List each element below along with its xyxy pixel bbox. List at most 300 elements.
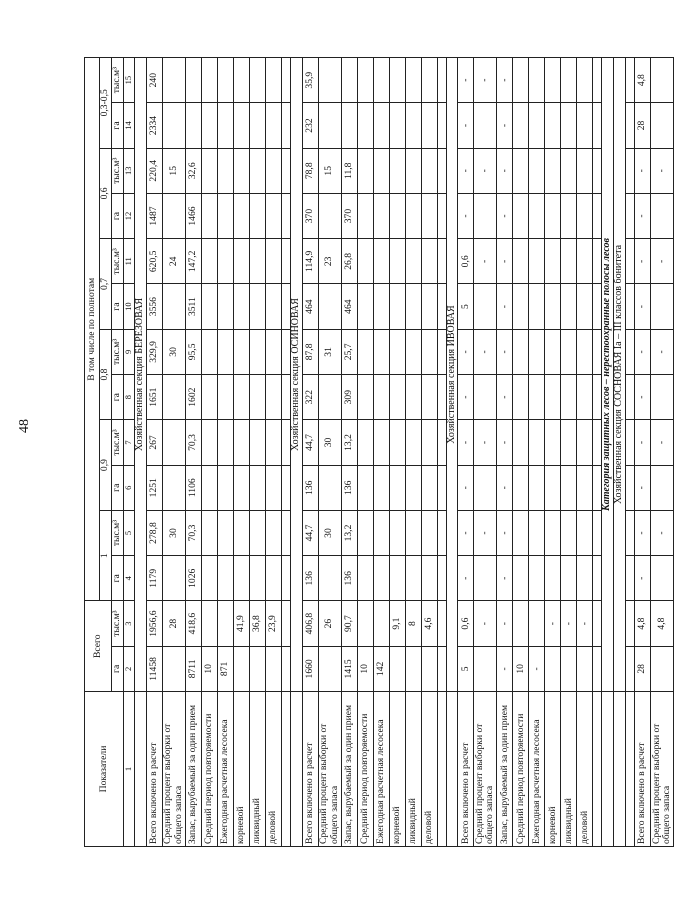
table-cell: [357, 329, 373, 374]
table-cell: [217, 58, 233, 103]
empty-cell: [625, 284, 634, 329]
table-cell: [513, 284, 529, 329]
table-cell: [389, 646, 405, 691]
row-label: Всего включено в расчет: [146, 692, 162, 847]
table-cell: [545, 284, 561, 329]
table-cell: 267: [146, 420, 162, 465]
table-cell: 142: [373, 646, 389, 691]
table-cell: [249, 239, 265, 284]
empty-cell: [281, 420, 290, 465]
empty-cell: [593, 148, 602, 193]
table-cell: [561, 239, 577, 284]
table-cell: [513, 556, 529, 601]
table-cell: [561, 193, 577, 238]
table-cell: [201, 284, 217, 329]
table-cell: -: [458, 58, 474, 103]
table-cell: [561, 148, 577, 193]
table-cell: [233, 420, 249, 465]
document-sheet: [84, 57, 672, 847]
empty-cell: [281, 58, 290, 103]
empty-cell: [593, 58, 602, 103]
table-cell: [217, 465, 233, 510]
table-cell: [265, 58, 281, 103]
empty-cell: [437, 646, 446, 691]
empty-cell: [437, 510, 446, 555]
table-row: [405, 58, 421, 847]
table-cell: [318, 465, 341, 510]
table-cell: 87,8: [302, 329, 318, 374]
table-cell: [389, 420, 405, 465]
table-body: [135, 58, 674, 847]
table-cell: [249, 465, 265, 510]
table-row: [421, 58, 437, 847]
table-cell: 136: [341, 465, 357, 510]
table-cell: -: [634, 193, 650, 238]
table-cell: [577, 556, 593, 601]
table-cell: [265, 239, 281, 284]
table-cell: 26,8: [341, 239, 357, 284]
table-cell: [265, 420, 281, 465]
table-cell: [421, 465, 437, 510]
table-cell: -: [474, 329, 497, 374]
table-cell: 278,8: [146, 510, 162, 555]
table-cell: 406,8: [302, 601, 318, 646]
table-cell: [318, 646, 341, 691]
empty-cell: [593, 692, 602, 847]
table-cell: [421, 420, 437, 465]
table-cell: -: [497, 465, 513, 510]
table-cell: 30: [318, 510, 341, 555]
empty-cell: [281, 239, 290, 284]
empty-cell: [281, 510, 290, 555]
table-cell: [389, 465, 405, 510]
table-cell: -: [497, 329, 513, 374]
row-label: Запас, вырубаемый за один прием: [185, 692, 201, 847]
table-cell: [513, 465, 529, 510]
table-cell: 70,3: [185, 510, 201, 555]
table-cell: [405, 375, 421, 420]
table-cell: [233, 375, 249, 420]
empty-cell: [281, 646, 290, 691]
table-cell: [249, 556, 265, 601]
table-cell: [249, 420, 265, 465]
empty-cell: [437, 239, 446, 284]
table-cell: -: [458, 420, 474, 465]
empty-cell: [446, 692, 458, 847]
table-cell: 114,9: [302, 239, 318, 284]
unit-ha-header: га: [112, 375, 124, 420]
table-cell: [373, 284, 389, 329]
table-cell: [201, 510, 217, 555]
table-row: [201, 58, 217, 847]
row-label: Ежегодная расчетная лесосека: [529, 692, 545, 847]
empty-cell: [281, 556, 290, 601]
table-cell: [529, 148, 545, 193]
table-cell: [201, 239, 217, 284]
table-cell: [577, 329, 593, 374]
table-cell: [389, 193, 405, 238]
table-cell: [405, 103, 421, 148]
table-cell: 620,5: [146, 239, 162, 284]
table-cell: [474, 103, 497, 148]
table-cell: 232: [302, 103, 318, 148]
table-cell: [421, 510, 437, 555]
empty-cell: [625, 692, 634, 847]
row-label: Всего включено в расчет: [302, 692, 318, 847]
total-header: Всего: [85, 601, 112, 692]
table-cell: [561, 646, 577, 691]
density-header: 0,9: [100, 420, 112, 511]
category-title-row: [602, 58, 614, 847]
table-cell: 3511: [185, 284, 201, 329]
table-cell: -: [497, 510, 513, 555]
row-label: Всего включено в расчет: [634, 692, 650, 847]
table-cell: [577, 420, 593, 465]
table-cell: [513, 375, 529, 420]
table-cell: -: [497, 58, 513, 103]
table-cell: [529, 375, 545, 420]
table-cell: [373, 329, 389, 374]
table-cell: [217, 420, 233, 465]
table-cell: 136: [302, 556, 318, 601]
density-header: 0,6: [100, 148, 112, 239]
column-number: 7: [124, 420, 135, 465]
row-label: Всего включено в расчет: [458, 692, 474, 847]
table-cell: 1026: [185, 556, 201, 601]
table-cell: [162, 103, 185, 148]
table-cell: [162, 284, 185, 329]
table-cell: 1106: [185, 465, 201, 510]
table-cell: 28: [634, 103, 650, 148]
table-cell: -: [497, 284, 513, 329]
table-cell: [162, 646, 185, 691]
column-number: 11: [124, 239, 135, 284]
table-cell: 44,7: [302, 420, 318, 465]
section-title: Хозяйственная секция ИВОВАЯ: [446, 58, 458, 692]
table-cell: [201, 465, 217, 510]
section-title: Хозяйственная секция БЕРЕЗОВАЯ: [135, 58, 147, 692]
empty-cell: [437, 465, 446, 510]
table-cell: [529, 556, 545, 601]
table-cell: [318, 193, 341, 238]
table-header: [85, 58, 135, 847]
column-number: 2: [124, 646, 135, 691]
table-cell: [249, 329, 265, 374]
empty-cell: [625, 239, 634, 284]
table-cell: 1251: [146, 465, 162, 510]
rotated-table-wrapper: [84, 57, 672, 847]
table-row: [577, 58, 593, 847]
table-cell: -: [650, 420, 673, 465]
table-cell: -: [474, 148, 497, 193]
table-cell: [249, 375, 265, 420]
table-cell: [373, 601, 389, 646]
table-cell: 23: [318, 239, 341, 284]
density-header: 1: [100, 510, 112, 601]
row-label: корневой: [389, 692, 405, 847]
table-cell: [561, 556, 577, 601]
table-cell: [513, 420, 529, 465]
table-row: [529, 58, 545, 847]
empty-cell: [593, 510, 602, 555]
table-cell: -: [458, 148, 474, 193]
table-cell: [561, 420, 577, 465]
table-cell: 370: [341, 193, 357, 238]
empty-cell: [625, 601, 634, 646]
table-cell: [577, 148, 593, 193]
table-cell: [201, 329, 217, 374]
table-cell: [233, 329, 249, 374]
table-cell: -: [474, 420, 497, 465]
table-cell: 464: [302, 284, 318, 329]
indicator-header: Показатели: [85, 692, 124, 847]
table-cell: [405, 465, 421, 510]
row-label: деловой: [421, 692, 437, 847]
table-cell: [217, 239, 233, 284]
empty-cell: [593, 103, 602, 148]
table-cell: [389, 329, 405, 374]
empty-cell: [437, 420, 446, 465]
table-cell: [357, 239, 373, 284]
table-cell: 28: [634, 646, 650, 691]
table-cell: [265, 148, 281, 193]
empty-cell: [602, 692, 614, 847]
cutting-calculation-table: [84, 57, 674, 847]
table-cell: 3556: [146, 284, 162, 329]
table-cell: [373, 193, 389, 238]
table-cell: 41,9: [233, 601, 249, 646]
table-cell: [421, 556, 437, 601]
table-cell: 147,2: [185, 239, 201, 284]
table-cell: 90,7: [341, 601, 357, 646]
table-cell: [162, 556, 185, 601]
table-cell: -: [497, 239, 513, 284]
row-label: Запас, вырубаемый за один прием: [341, 692, 357, 847]
table-cell: -: [634, 375, 650, 420]
table-cell: -: [650, 239, 673, 284]
table-cell: [513, 239, 529, 284]
table-cell: [249, 193, 265, 238]
table-cell: [265, 103, 281, 148]
table-cell: [162, 193, 185, 238]
table-cell: [545, 239, 561, 284]
table-cell: -: [458, 556, 474, 601]
empty-cell: [437, 601, 446, 646]
table-cell: [561, 103, 577, 148]
table-cell: -: [458, 375, 474, 420]
empty-cell: [625, 58, 634, 103]
table-cell: [373, 375, 389, 420]
table-cell: [357, 103, 373, 148]
table-cell: [405, 556, 421, 601]
table-cell: 32,6: [185, 148, 201, 193]
table-cell: [421, 375, 437, 420]
table-cell: [217, 148, 233, 193]
table-cell: -: [577, 601, 593, 646]
column-number: 13: [124, 148, 135, 193]
table-cell: [318, 103, 341, 148]
row-label: Средний период повторяемости: [513, 692, 529, 847]
table-cell: [201, 148, 217, 193]
table-cell: [201, 58, 217, 103]
table-cell: [373, 420, 389, 465]
unit-ha-header: га: [112, 193, 124, 238]
column-number: 12: [124, 193, 135, 238]
table-cell: [577, 193, 593, 238]
row-label: Запас, вырубаемый за один прием: [497, 692, 513, 847]
table-cell: 220,4: [146, 148, 162, 193]
table-cell: 0,6: [458, 239, 474, 284]
section-title-row: [290, 58, 302, 847]
table-cell: 4,6: [421, 601, 437, 646]
row-label: Ежегодная расчетная лесосека: [373, 692, 389, 847]
table-cell: [389, 556, 405, 601]
table-row: [341, 58, 357, 847]
table-cell: [217, 329, 233, 374]
table-cell: 1466: [185, 193, 201, 238]
table-cell: 78,8: [302, 148, 318, 193]
column-number: 8: [124, 375, 135, 420]
table-row: [474, 58, 497, 847]
table-cell: 4,8: [634, 601, 650, 646]
empty-cell: [281, 284, 290, 329]
table-cell: [201, 103, 217, 148]
table-cell: [389, 284, 405, 329]
empty-cell: [625, 148, 634, 193]
table-cell: 1956,6: [146, 601, 162, 646]
empty-cell: [625, 465, 634, 510]
table-row: [146, 58, 162, 847]
table-cell: [513, 103, 529, 148]
table-cell: -: [497, 103, 513, 148]
table-cell: [421, 58, 437, 103]
empty-cell: [625, 193, 634, 238]
table-cell: [185, 58, 201, 103]
by-density-header: В том числе по полнотам: [85, 58, 100, 601]
table-cell: [529, 601, 545, 646]
table-cell: [545, 420, 561, 465]
table-cell: [650, 646, 673, 691]
section-title: Хозяйственная секция ОСИНОВАЯ: [290, 58, 302, 692]
column-number: 4: [124, 556, 135, 601]
table-row: [545, 58, 561, 847]
column-number: 9: [124, 329, 135, 374]
empty-cell: [437, 193, 446, 238]
table-cell: 136: [302, 465, 318, 510]
table-cell: [405, 58, 421, 103]
table-cell: 1602: [185, 375, 201, 420]
table-cell: [421, 193, 437, 238]
subsection-title: Хозяйственная секция СОСНОВАЯ Ia – III классов бонитета: [614, 58, 626, 692]
table-cell: [529, 510, 545, 555]
table-cell: 0,6: [458, 601, 474, 646]
table-cell: [341, 103, 357, 148]
table-cell: [233, 510, 249, 555]
table-cell: [577, 103, 593, 148]
table-cell: 1660: [302, 646, 318, 691]
table-cell: 10: [357, 646, 373, 691]
table-cell: [405, 420, 421, 465]
table-cell: [357, 193, 373, 238]
column-number: 6: [124, 465, 135, 510]
table-cell: 5: [458, 646, 474, 691]
row-label: Средний период повторяемости: [357, 692, 373, 847]
table-cell: [233, 239, 249, 284]
table-cell: [650, 375, 673, 420]
table-cell: 30: [162, 510, 185, 555]
table-cell: [545, 556, 561, 601]
table-cell: [162, 375, 185, 420]
table-cell: [373, 58, 389, 103]
table-cell: [474, 375, 497, 420]
table-cell: 28: [162, 601, 185, 646]
table-cell: [265, 284, 281, 329]
empty-cell: [625, 103, 634, 148]
empty-cell: [437, 58, 446, 103]
table-cell: [162, 58, 185, 103]
table-cell: [650, 465, 673, 510]
unit-m3-header: тыс.м³: [112, 510, 124, 555]
table-cell: [577, 465, 593, 510]
table-cell: [233, 58, 249, 103]
table-cell: [513, 601, 529, 646]
table-cell: [561, 375, 577, 420]
table-cell: 30: [162, 329, 185, 374]
empty-cell: [281, 692, 290, 847]
table-cell: [233, 193, 249, 238]
table-cell: 464: [341, 284, 357, 329]
table-cell: 1415: [341, 646, 357, 691]
empty-cell: [135, 692, 147, 847]
table-cell: [217, 193, 233, 238]
table-cell: [421, 646, 437, 691]
table-cell: [513, 329, 529, 374]
table-cell: 309: [341, 375, 357, 420]
table-cell: [389, 510, 405, 555]
table-cell: -: [458, 329, 474, 374]
table-cell: [217, 510, 233, 555]
empty-cell: [625, 556, 634, 601]
table-cell: [474, 284, 497, 329]
table-row: [318, 58, 341, 847]
table-cell: -: [497, 556, 513, 601]
table-cell: [513, 193, 529, 238]
table-cell: 11,8: [341, 148, 357, 193]
table-cell: [162, 465, 185, 510]
table-cell: 23,9: [265, 601, 281, 646]
table-row: [497, 58, 513, 847]
table-cell: [373, 465, 389, 510]
table-cell: 13,2: [341, 420, 357, 465]
table-cell: -: [458, 465, 474, 510]
table-cell: 15: [162, 148, 185, 193]
table-cell: [373, 556, 389, 601]
empty-cell: [281, 193, 290, 238]
table-cell: -: [458, 510, 474, 555]
table-cell: 13,2: [341, 510, 357, 555]
empty-cell: [437, 692, 446, 847]
column-number: 14: [124, 103, 135, 148]
table-cell: [373, 510, 389, 555]
table-cell: 24: [162, 239, 185, 284]
table-cell: [265, 375, 281, 420]
table-cell: [650, 103, 673, 148]
table-cell: [357, 58, 373, 103]
table-cell: [357, 284, 373, 329]
table-cell: 8: [405, 601, 421, 646]
table-cell: 31: [318, 329, 341, 374]
table-cell: [373, 239, 389, 284]
